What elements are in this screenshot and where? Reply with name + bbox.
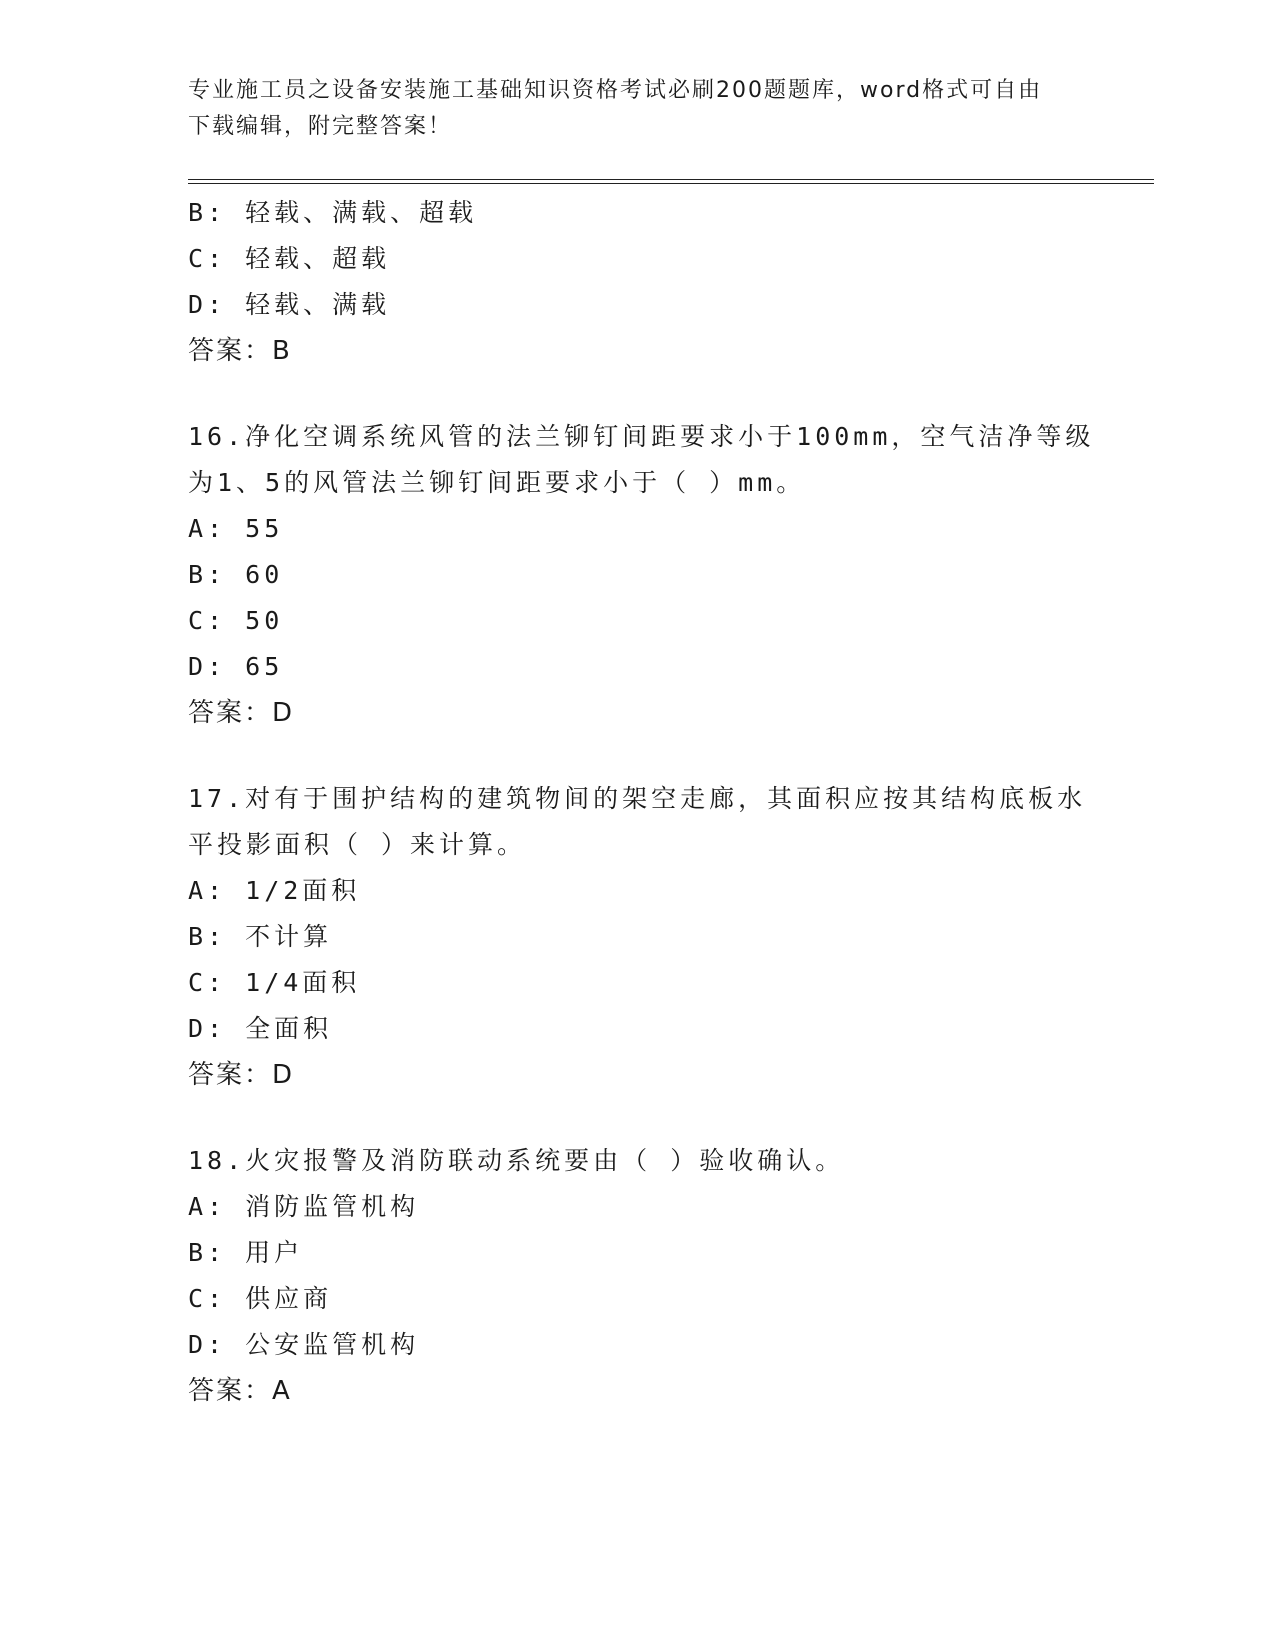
option-b: B: 用户 — [188, 1238, 304, 1267]
spacer — [188, 736, 1088, 776]
answer: 答案：D — [188, 1060, 295, 1090]
header-divider-bottom — [188, 183, 1154, 184]
question-17 — [188, 776, 1088, 1098]
option-c: C: 供应商 — [188, 1284, 333, 1313]
option-d: D: 65 — [188, 652, 284, 681]
option-a: A: 消防监管机构 — [188, 1192, 420, 1221]
question-18 — [188, 1138, 1088, 1414]
answer: 答案：D — [188, 698, 295, 728]
question-text-line-1: 17.对有于围护结构的建筑物间的架空走廊，其面积应按其结构底板水 — [188, 784, 1087, 813]
option-b: B: 60 — [188, 560, 284, 589]
header-line-1: 专业施工员之设备安装施工基础知识资格考试必刷200题题库，word格式可自由 — [188, 78, 1043, 103]
option-a: A: 55 — [188, 514, 284, 543]
question-text-line-1: 18.火灾报警及消防联动系统要由（ ）验收确认。 — [188, 1146, 845, 1175]
option-c: C: 1/4面积 — [188, 968, 361, 997]
question-list — [188, 190, 1095, 1414]
document-header — [188, 73, 1068, 145]
answer: 答案：A — [188, 1376, 292, 1406]
question-text-line-2: 为1、5的风管法兰铆钉间距要求小于（ ）mm。 — [188, 468, 806, 497]
header-divider-top — [188, 179, 1154, 180]
question-15 — [188, 190, 1088, 374]
question-text-line-1: 16.净化空调系统风管的法兰铆钉间距要求小于100mm，空气洁净等级 — [188, 422, 1095, 451]
answer: 答案：B — [188, 336, 292, 366]
spacer — [188, 374, 1088, 414]
question-text-line-2: 平投影面积（ ）来计算。 — [188, 830, 527, 859]
spacer — [188, 1098, 1088, 1138]
option-d: D: 公安监管机构 — [188, 1330, 420, 1359]
option-c: C: 轻载、超载 — [188, 244, 391, 273]
option-b: B: 不计算 — [188, 922, 333, 951]
question-16 — [188, 414, 1095, 736]
option-d: D: 全面积 — [188, 1014, 333, 1043]
option-d: D: 轻载、满载 — [188, 290, 391, 319]
header-line-2: 下载编辑，附完整答案！ — [188, 114, 453, 139]
option-b: B: 轻载、满载、超载 — [188, 198, 478, 227]
option-c: C: 50 — [188, 606, 284, 635]
option-a: A: 1/2面积 — [188, 876, 361, 905]
